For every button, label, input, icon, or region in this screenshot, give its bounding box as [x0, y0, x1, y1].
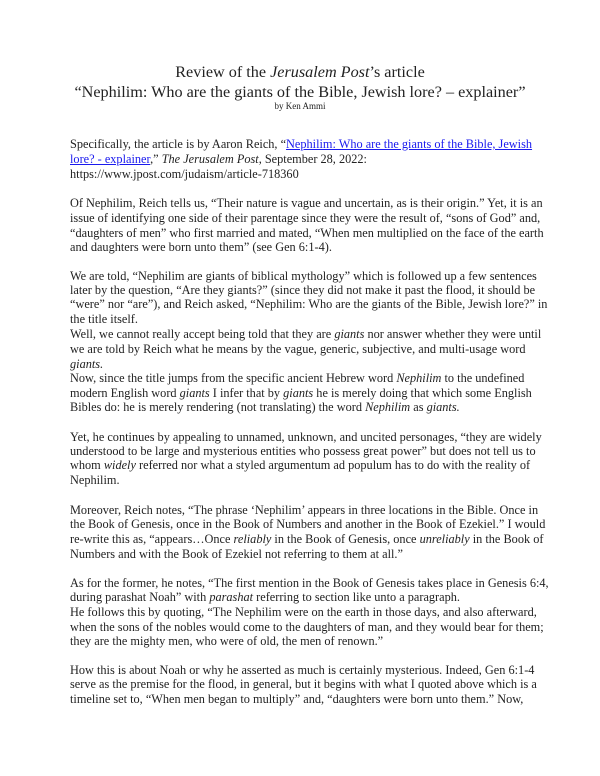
title-publication: Jerusalem Post	[270, 63, 370, 81]
document-subtitle: “Nephilim: Who are the giants of the Bible, Jewish lore? – explainer”	[74, 83, 526, 101]
italic-text: reliably	[233, 532, 272, 546]
text-line	[70, 576, 549, 590]
text-segment: as	[410, 400, 427, 414]
text-line	[70, 211, 540, 225]
italic-text: Nephilim	[365, 400, 411, 414]
text-line	[70, 663, 534, 677]
text-line	[70, 430, 542, 444]
text-segment: nor answer whether they were until	[364, 327, 542, 341]
text-line	[70, 137, 532, 151]
text-segment: re-write this as, “appears…Once	[70, 532, 234, 546]
text-segment: timeline set to, “When men began to multiply” and, “daughters were born unto them.” Now,	[70, 692, 524, 706]
text-segment: serve as the premise for the flood, in general, but it begins with what I quoted above which is a	[70, 677, 537, 691]
text-line	[70, 605, 537, 619]
italic-text: The Jerusalem Post	[161, 152, 259, 166]
article-link[interactable]: Nephilim: Who are the giants of the Bible, Jewish	[286, 137, 533, 151]
text-line	[70, 547, 403, 561]
text-line	[70, 283, 535, 297]
text-segment: , September 28, 2022:	[258, 152, 367, 166]
text-segment: the Book of Genesis, once in the Book of Numbers and another in the Book of Ezekiel.” I would	[70, 517, 546, 531]
text-segment: “daughters of men” who first married and mated, “When men multiplied on the face of the earth	[70, 226, 544, 240]
text-line	[70, 371, 524, 385]
text-segment: when the sons of the nobles would come to the daughters of man, and they would bear for them;	[70, 620, 544, 634]
text-segment: Moreover, Reich notes, “The phrase ‘Nephilim’ appears in three locations in the Bible. Once in	[70, 503, 539, 517]
text-line	[70, 517, 545, 531]
text-segment: in the Book of	[469, 532, 544, 546]
text-segment: https://www.jpost.com/judaism/article-718360	[70, 167, 299, 181]
title-text-end: ’s article	[369, 63, 425, 81]
text-line	[70, 677, 537, 691]
text-line	[70, 386, 532, 400]
italic-text: unreliably	[419, 532, 470, 546]
text-segment: referring to section like unto a paragraph.	[253, 590, 460, 604]
text-segment: modern English word	[70, 386, 180, 400]
text-line	[70, 590, 460, 604]
italic-text: giants.	[426, 400, 460, 414]
text-segment: How this is about Noah or why he asserted as much is certainly mysterious. Indeed, Gen 6:1-4	[70, 663, 535, 677]
text-segment: Yet, he continues by appealing to unnamed, unknown, and uncited personages, “they are widely	[70, 430, 542, 444]
article-link[interactable]: lore? - explainer	[70, 152, 151, 166]
text-line	[70, 503, 538, 517]
text-segment: Now, since the title jumps from the specific ancient Hebrew word	[70, 371, 397, 385]
text-segment: As for the former, he notes, “The first mention in the Book of Genesis takes place in Genesis 6:4,	[70, 576, 549, 590]
text-segment: to the undefined	[441, 371, 525, 385]
text-line	[70, 692, 523, 706]
title-text: Review of the	[175, 63, 271, 81]
text-line	[70, 196, 543, 210]
text-segment: Well, we cannot really accept being told that they are	[70, 327, 335, 341]
text-segment: during parashat Noah” with	[70, 590, 210, 604]
text-segment: understood to be large and mysterious entities who possess great power” but does not tell us to	[70, 444, 536, 458]
text-line	[70, 400, 460, 414]
italic-text: widely	[103, 458, 136, 472]
text-line	[70, 634, 383, 648]
text-segment: Numbers and with the Book of Ezekiel not referring to them at all.”	[70, 547, 403, 561]
text-line	[70, 620, 544, 634]
text-segment: later by the question, “Are they giants?” (since they did not make it past the flood, it should be	[70, 283, 536, 297]
text-line	[70, 357, 103, 371]
text-segment: in the Book of Genesis, once	[271, 532, 420, 546]
text-line	[70, 444, 536, 458]
text-segment: they are the mighty men, who were of old, the men of renown.”	[70, 634, 384, 648]
italic-text: giants.	[70, 357, 104, 371]
text-line	[70, 226, 544, 240]
text-segment: he is merely doing that which some English	[313, 386, 532, 400]
text-segment: the title itself.	[70, 312, 138, 326]
text-segment: He follows this by quoting, “The Nephilim were on the earth in those days, and also afterward,	[70, 605, 537, 619]
text-line	[70, 342, 526, 356]
italic-text: Nephilim	[396, 371, 442, 385]
text-segment: Nephilim.	[70, 473, 120, 487]
italic-text: giants	[283, 386, 314, 400]
text-segment: Bibles do: he is merely rendering (not translating) the word	[70, 400, 366, 414]
text-line	[70, 167, 299, 181]
text-line	[70, 269, 537, 283]
text-segment: We are told, “Nephilim are giants of biblical mythology” which is followed up a few sentences	[70, 269, 537, 283]
text-line	[70, 240, 332, 254]
text-segment: I infer that by	[209, 386, 284, 400]
text-line	[70, 297, 547, 311]
italic-text: giants	[334, 327, 365, 341]
text-line	[70, 473, 120, 487]
text-line	[70, 152, 367, 166]
text-segment: and daughters were born unto them” (see Gen 6:1-4).	[70, 240, 332, 254]
text-line	[70, 312, 138, 326]
text-segment: Of Nephilim, Reich tells us, “Their nature is vague and uncertain, as is their origin.” Yet, it is an	[70, 196, 543, 210]
text-segment: Specifically, the article is by Aaron Reich, “	[70, 137, 287, 151]
byline: by Ken Ammi	[274, 101, 326, 111]
text-segment: whom	[70, 458, 104, 472]
document-title	[0, 63, 600, 82]
text-segment: referred nor what a styled argumentum ad populum has to do with the reality of	[135, 458, 531, 472]
text-line	[70, 532, 543, 546]
text-segment: issue of identifying one side of their parentage since they were the result of, “sons of God” and,	[70, 211, 541, 225]
text-line	[70, 327, 541, 341]
text-segment: we are told by Reich what he means by the vague, generic, subjective, and multi-usage word	[70, 342, 526, 356]
italic-text: giants	[179, 386, 210, 400]
text-segment: “were” nor “are”), and Reich asked, “Nephilim: Who are the giants of the Bible, Jewish lore?” in	[70, 297, 548, 311]
text-line	[70, 458, 530, 472]
text-segment: ,”	[150, 152, 162, 166]
italic-text: parashat	[209, 590, 254, 604]
